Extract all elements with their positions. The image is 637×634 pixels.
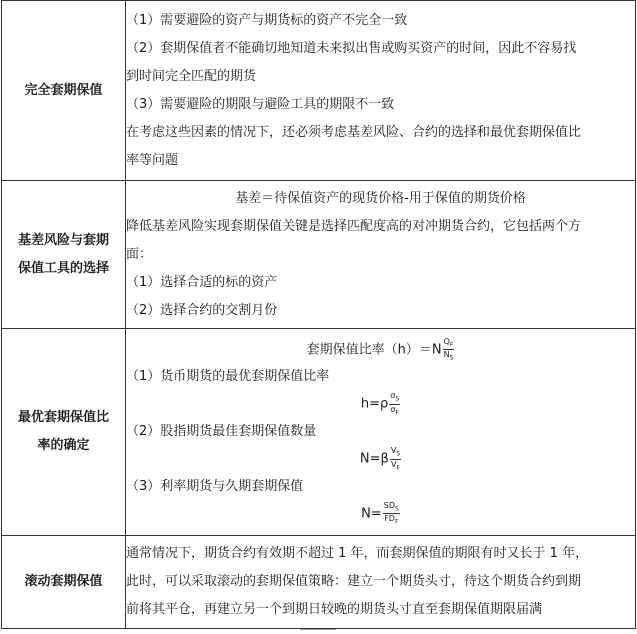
hedge-ratio-formula (126, 337, 635, 364)
subscript: S (395, 505, 399, 513)
formula-label: N= (361, 506, 382, 522)
text-line: （1）选择合适的标的资产 (126, 274, 278, 290)
text-line: （1）货币期货的最优套期保值比率 (126, 369, 330, 385)
subscript: F (395, 409, 399, 417)
divider (300, 629, 336, 634)
duration-formula (126, 501, 635, 528)
row-header-text: 率的确定 (37, 438, 90, 453)
fraction (389, 391, 400, 417)
subscript: S (395, 396, 400, 403)
text-line: （3）利率期货与久期套期保值 (126, 478, 304, 494)
text-line: （2）选择合约的交割月份 (126, 302, 278, 318)
subscript: S (396, 450, 401, 458)
table-row-basis-risk (2, 181, 636, 329)
row-body-optimal-ratio (126, 329, 636, 536)
fraction-denominator: V (390, 459, 397, 469)
row-header-rolling-hedge (2, 536, 126, 629)
fraction-denominator: FD (384, 514, 395, 524)
text-line: 在考虑这些因素的情况下，还必须考虑基差风险、合约的选择和最优套期保值比 (126, 124, 582, 140)
row-body-basis-risk (126, 181, 636, 329)
formula-label: h=ρ (360, 397, 389, 412)
text-line: 到时间完全匹配的期货 (126, 68, 257, 84)
fraction-numerator: SD (383, 500, 396, 510)
row-body-perfect-hedge (126, 1, 636, 181)
subscript: F (396, 464, 400, 472)
fraction (443, 337, 455, 363)
text-line: （2）股指期货最佳套期保值数量 (126, 424, 317, 439)
fraction (383, 501, 400, 527)
formula-label: N=β (359, 451, 389, 467)
stock-index-formula (126, 446, 635, 473)
table-row-rolling-hedge (2, 536, 636, 629)
subscript: S (449, 355, 454, 362)
table-row-perfect-hedge (2, 1, 636, 181)
basis-formula: 基差＝待保值资产的现货价格-用于保值的期货价格 (235, 190, 526, 206)
formula-label: 套期保值比率（h）＝N (306, 342, 442, 358)
text-line: 通常情况下，期货合约有效期不超过 1 年，而套期保值的期限有时又长于 1 年， (126, 546, 589, 561)
row-header-optimal-ratio (2, 329, 126, 536)
table-row-optimal-ratio (2, 329, 636, 536)
row-header-text: 基差风险与套期 (17, 232, 109, 248)
text-line: （2）套期保值者不能确切地知道未来拟出售或购买资产的时间，因此不容易找 (126, 40, 577, 56)
fraction-numerator: σ (390, 391, 396, 401)
row-header-text: 滚动套期保值 (24, 574, 103, 589)
hedging-table (1, 0, 636, 629)
subscript: F (449, 341, 454, 349)
currency-futures-formula (126, 391, 635, 418)
fraction-denominator: N (443, 350, 450, 360)
row-header-text: 保值工具的选择 (17, 260, 109, 276)
text-line: 率等问题 (126, 152, 179, 168)
text-line: 面： (126, 246, 153, 262)
subscript: F (394, 518, 399, 526)
text-line: （1）需要避险的资产与期货标的资产不完全一致 (126, 12, 408, 28)
text-line: 此时，可以采取滚动的套期保值策略：建立一个期货头寸，待这个期货合约到期 (126, 574, 582, 589)
fraction (390, 446, 401, 472)
text-line: 降低基差风险实现套期保值关键是选择匹配度高的对冲期货合约，它包括两个方 (126, 218, 582, 234)
fraction-denominator: σ (390, 405, 396, 414)
fraction-numerator: Q (443, 336, 450, 346)
text-line: （3）需要避险的期限与避险工具的期限不一致 (126, 96, 395, 112)
row-header-perfect-hedge (2, 1, 126, 181)
row-header-text: 完全套期保值 (24, 82, 103, 98)
row-body-rolling-hedge (126, 536, 636, 629)
text-line: 前将其平仓，再建立另一个到期日较晚的期货头寸直至套期保值期限届满 (126, 602, 543, 617)
row-header-text: 最优套期保值比 (17, 410, 109, 425)
fraction-numerator: V (390, 446, 397, 455)
row-header-basis-risk (2, 181, 126, 329)
